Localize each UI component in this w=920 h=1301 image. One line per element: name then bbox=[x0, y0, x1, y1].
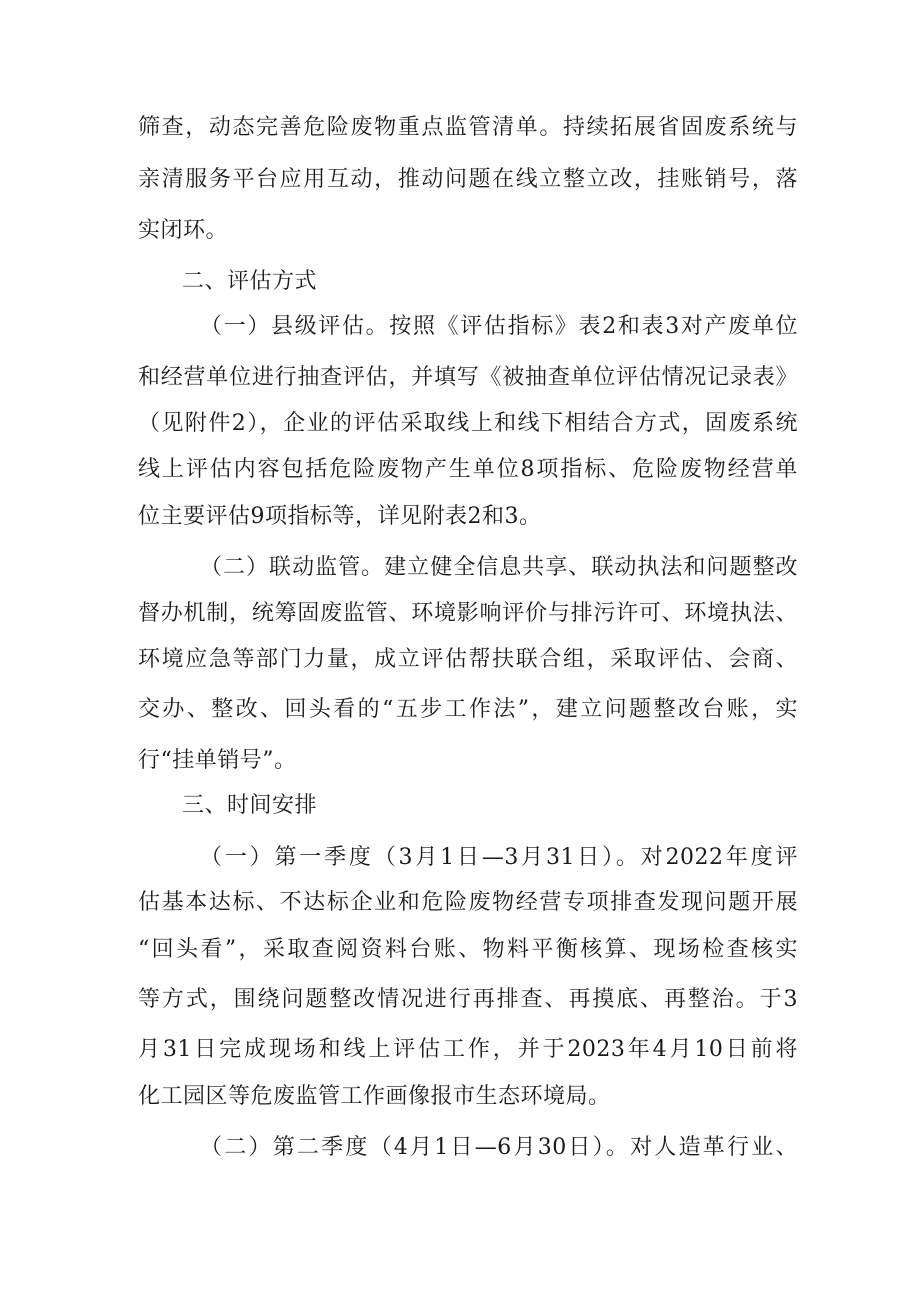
paragraph-line: （一）县级评估。按照《评估指标》表2和表3对产废单位 bbox=[200, 314, 798, 339]
paragraph-line: 月31日完成现场和线上评估工作，并于2023年4月10日前将 bbox=[138, 1037, 798, 1062]
paragraph-line: （二）第二季度（4月1日—6月30日）。对人造革行业、 bbox=[200, 1135, 798, 1160]
section-heading: 二、评估方式 bbox=[182, 269, 318, 294]
paragraph-line: 督办机制，统筹固废监管、环境影响评价与排污许可、环境执法、 bbox=[138, 601, 798, 626]
paragraph-line: 等方式，围绕问题整改情况进行再排查、再摸底、再整治。于3 bbox=[138, 987, 798, 1012]
paragraph-line: （一）第一季度（3月1日—3月31日）。对2022年度评 bbox=[200, 845, 798, 870]
section-heading: 三、时间安排 bbox=[182, 793, 318, 818]
paragraph-line: 和经营单位进行抽查评估，并填写《被抽查单位评估情况记录表》 bbox=[138, 365, 798, 390]
paragraph-line: 估基本达标、不达标企业和危险废物经营专项排查发现问题开展 bbox=[138, 890, 798, 915]
paragraph-line: 线上评估内容包括危险废物产生单位8项指标、危险废物经营单 bbox=[138, 457, 798, 482]
paragraph-line: 交办、整改、回头看的“五步工作法”，建立问题整改台账，实 bbox=[138, 697, 798, 722]
paragraph-line: （二）联动监管。建立健全信息共享、联动执法和问题整改 bbox=[200, 555, 798, 580]
paragraph-line: 亲清服务平台应用互动，推动问题在线立整立改，挂账销号，落 bbox=[138, 167, 798, 192]
paragraph-line: 化工园区等危废监管工作画像报市生态环境局。 bbox=[138, 1084, 611, 1109]
paragraph-line: “回头看”，采取查阅资料台账、物料平衡核算、现场检查核实 bbox=[138, 937, 798, 962]
paragraph-line: 实闭环。 bbox=[138, 218, 229, 243]
paragraph-line: 行“挂单销号”。 bbox=[138, 748, 297, 773]
paragraph-line: （见附件2），企业的评估采取线上和线下相结合方式，固废系统 bbox=[138, 411, 798, 436]
paragraph-line: 位主要评估9项指标等，详见附表2和3。 bbox=[138, 504, 542, 529]
paragraph-line: 筛查，动态完善危险废物重点监管清单。持续拓展省固废系统与 bbox=[138, 115, 798, 140]
paragraph-line: 环境应急等部门力量，成立评估帮扶联合组，采取评估、会商、 bbox=[138, 647, 798, 672]
